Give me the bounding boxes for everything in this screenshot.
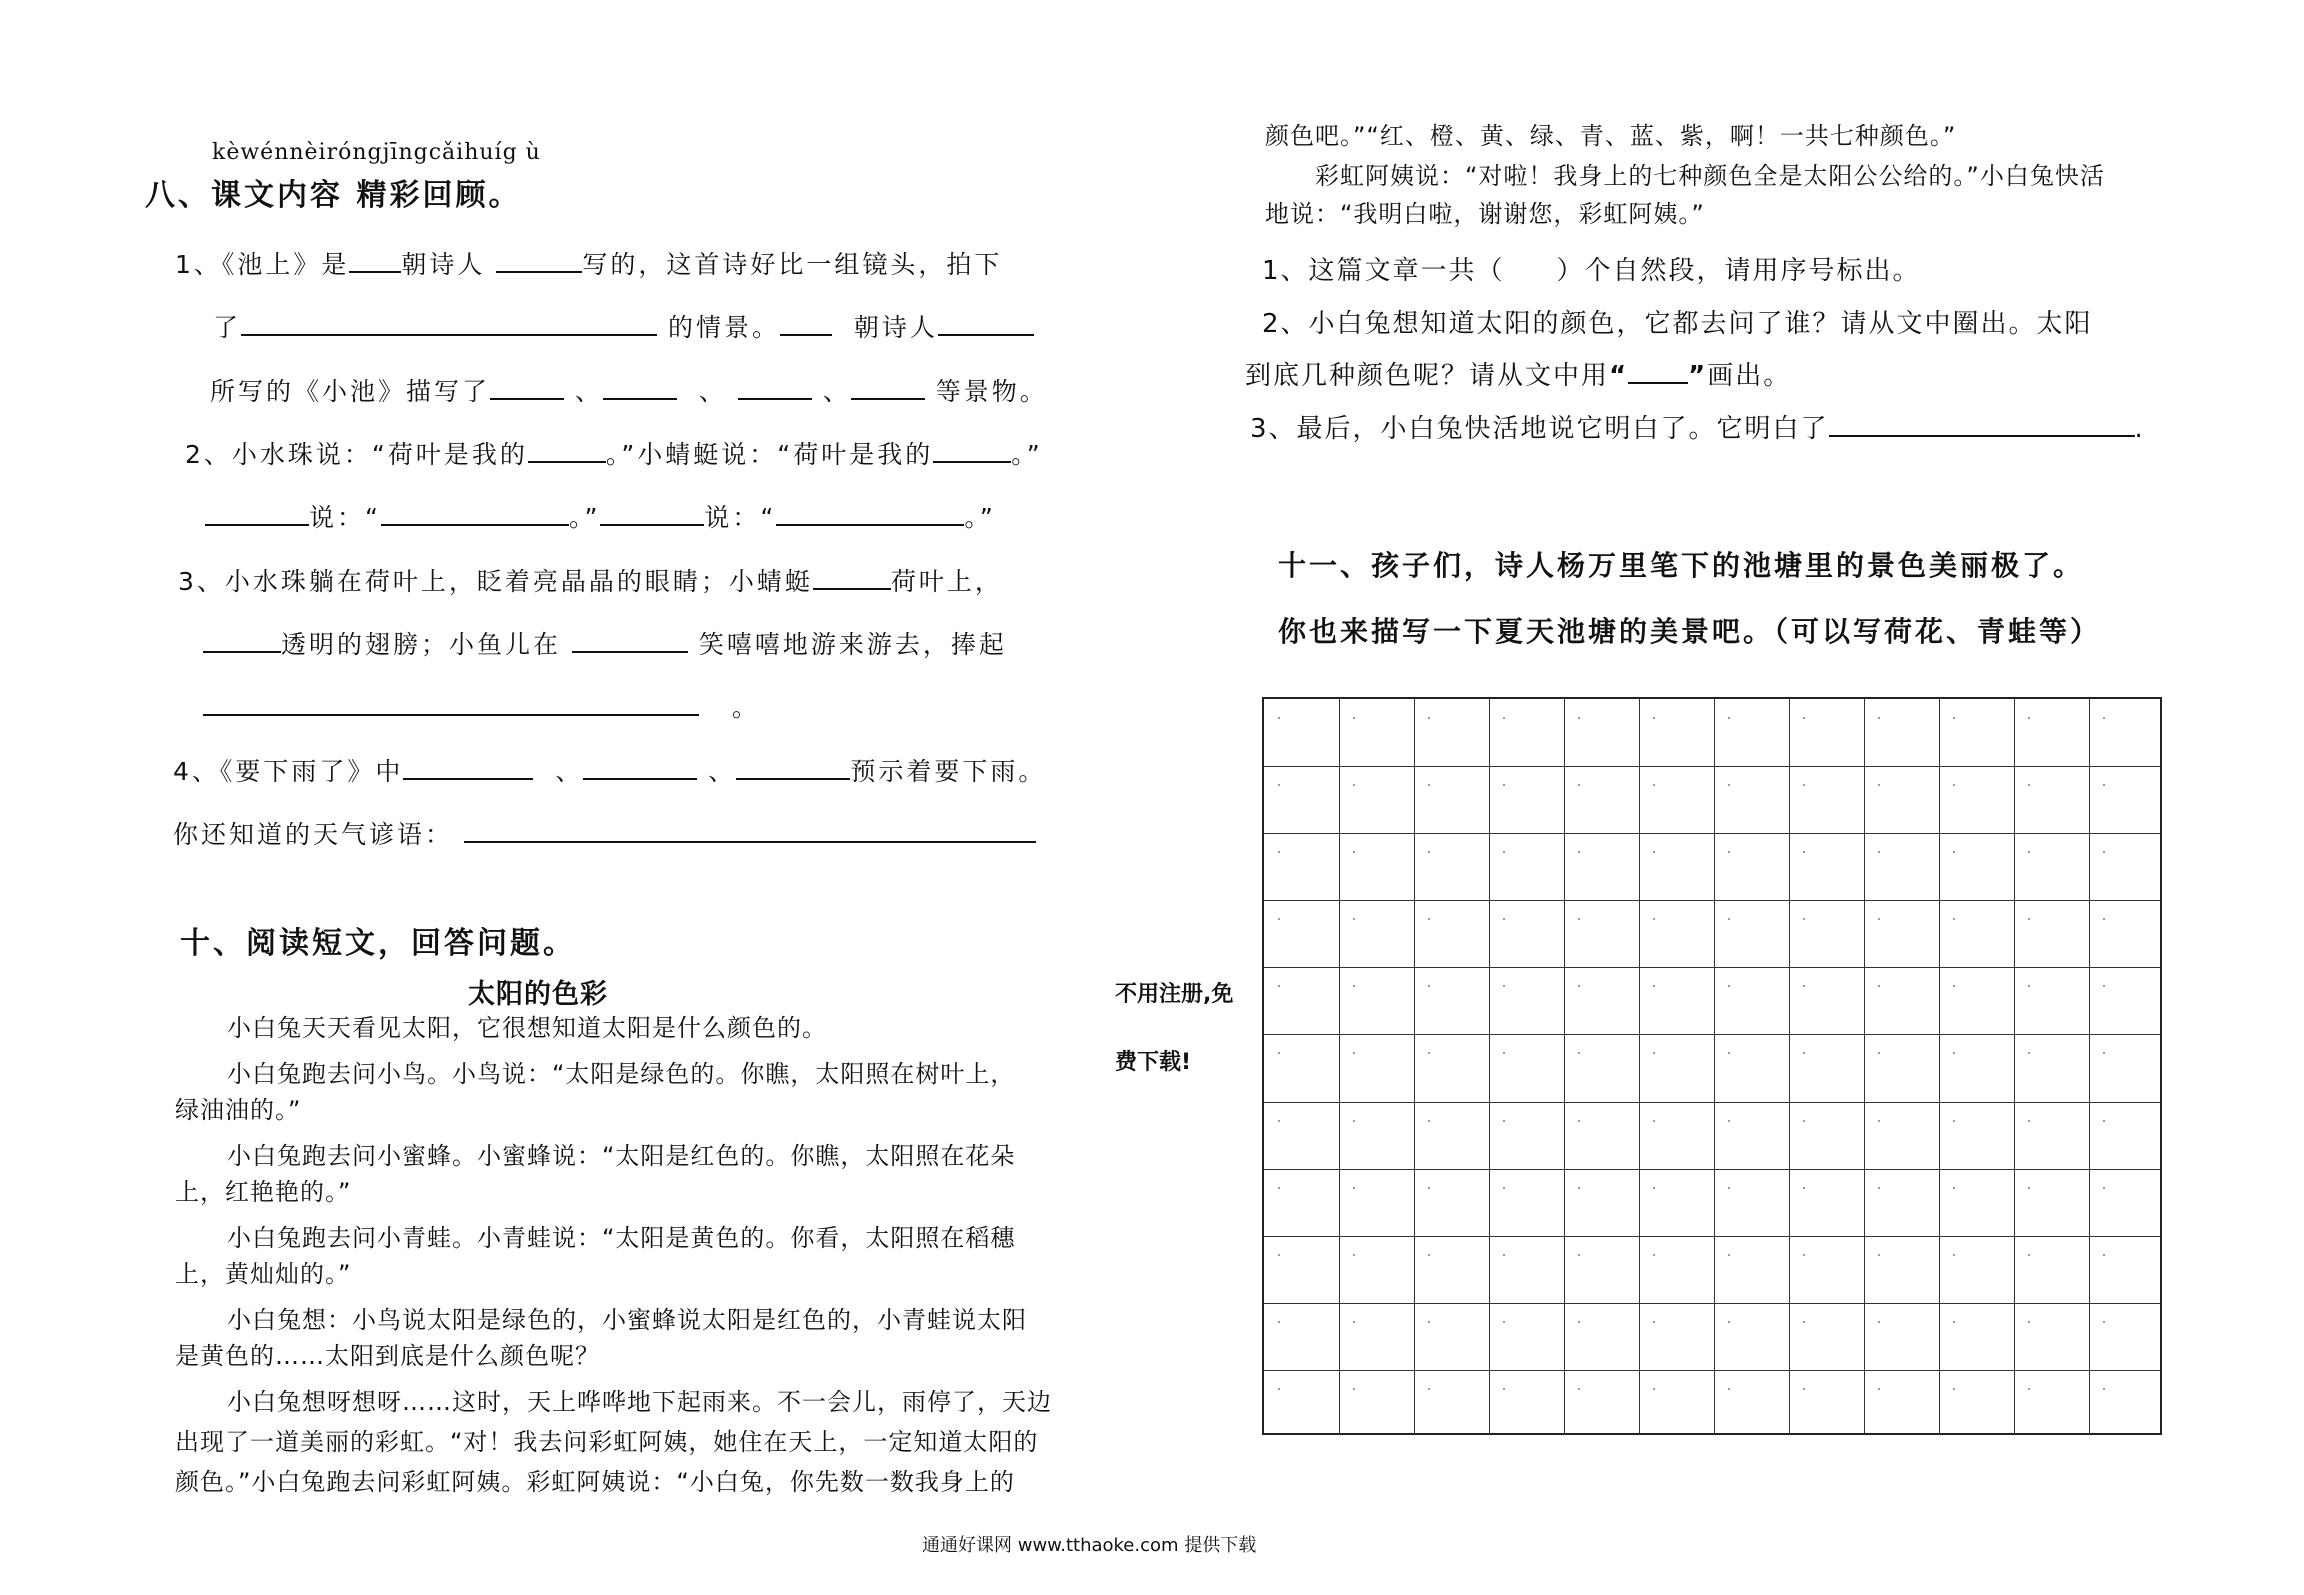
grid-cell-dot xyxy=(1428,851,1430,853)
grid-cell-dot xyxy=(2028,1388,2030,1390)
story-line: 颜色。”小白兔跑去问彩虹阿姨。彩虹阿姨说：“小白兔，你先数一数我身上的 xyxy=(175,1468,1015,1496)
grid-cell-dot xyxy=(1578,717,1580,719)
grid-cell-dot xyxy=(1353,1321,1355,1323)
grid-column-line xyxy=(1564,699,1565,1433)
blank[interactable] xyxy=(780,312,832,336)
grid-cell-dot xyxy=(1278,1388,1280,1390)
grid-cell-dot xyxy=(1878,1120,1880,1122)
grid-row-line xyxy=(1264,900,2160,901)
story-line: 颜色吧。”“红、橙、黄、绿、青、蓝、紫，啊！一共七种颜色。” xyxy=(1265,122,1957,150)
grid-column-line xyxy=(1939,699,1940,1433)
grid-cell-dot xyxy=(1878,1254,1880,1256)
grid-cell-dot xyxy=(1728,717,1730,719)
grid-cell-dot xyxy=(1428,1052,1430,1054)
grid-cell-dot xyxy=(1878,918,1880,920)
grid-cell-dot xyxy=(1953,985,1955,987)
grid-row-line xyxy=(1264,766,2160,767)
grid-cell-dot xyxy=(2103,1187,2105,1189)
q4-line2: 你还知道的天气谚语： xyxy=(173,815,1036,851)
blank[interactable] xyxy=(1628,360,1688,384)
grid-cell-dot xyxy=(1878,1052,1880,1054)
story-line: 小白兔跑去问小鸟。小鸟说：“太阳是绿色的。你瞧，太阳照在树叶上， xyxy=(227,1060,1016,1088)
grid-row-line xyxy=(1264,1169,2160,1170)
grid-cell-dot xyxy=(1953,1120,1955,1122)
q3-line2: 透明的翅膀；小鱼儿在 笑嘻嘻地游来游去，捧起 xyxy=(203,625,1007,661)
grid-cell-dot xyxy=(1803,1321,1805,1323)
grid-cell-dot xyxy=(1578,784,1580,786)
grid-cell-dot xyxy=(1353,1388,1355,1390)
grid-column-line xyxy=(1864,699,1865,1433)
grid-cell-dot xyxy=(1728,851,1730,853)
grid-column-line xyxy=(1639,699,1640,1433)
blank[interactable] xyxy=(490,376,564,400)
grid-cell-dot xyxy=(2028,985,2030,987)
grid-row-line xyxy=(1264,1034,2160,1035)
grid-cell-dot xyxy=(1878,1388,1880,1390)
blank[interactable] xyxy=(738,376,812,400)
grid-row-line xyxy=(1264,967,2160,968)
grid-cell-dot xyxy=(1803,918,1805,920)
grid-cell-dot xyxy=(1878,851,1880,853)
story-line: 小白兔想呀想呀……这时，天上哗哗地下起雨来。不一会儿，雨停了，天边 xyxy=(227,1388,1052,1416)
grid-cell-dot xyxy=(2103,918,2105,920)
grid-cell-dot xyxy=(1653,717,1655,719)
grid-cell-dot xyxy=(1353,985,1355,987)
grid-row-line xyxy=(1264,1303,2160,1304)
grid-cell-dot xyxy=(1653,918,1655,920)
grid-cell-dot xyxy=(1803,717,1805,719)
reading-q2-line2: 到底几种颜色呢？请从文中用“ ”画出。 xyxy=(1245,361,1792,391)
grid-cell-dot xyxy=(1503,717,1505,719)
grid-column-line xyxy=(1339,699,1340,1433)
grid-cell-dot xyxy=(1428,1321,1430,1323)
grid-cell-dot xyxy=(2028,784,2030,786)
grid-row-line xyxy=(1264,1102,2160,1103)
blank[interactable] xyxy=(203,692,699,716)
grid-cell-dot xyxy=(1503,1254,1505,1256)
grid-cell-dot xyxy=(1503,985,1505,987)
grid-column-line xyxy=(1489,699,1490,1433)
blank[interactable] xyxy=(600,502,704,526)
grid-cell-dot xyxy=(1578,1120,1580,1122)
grid-cell-dot xyxy=(1803,1120,1805,1122)
grid-cell-dot xyxy=(1728,985,1730,987)
grid-cell-dot xyxy=(1353,1120,1355,1122)
q1-line1: 1、《池上》是 朝诗人 写的，这首诗好比一组镜头，拍下 xyxy=(175,250,1003,279)
blank[interactable] xyxy=(776,502,964,526)
grid-cell-dot xyxy=(1728,1321,1730,1323)
grid-cell-dot xyxy=(1428,918,1430,920)
grid-cell-dot xyxy=(1278,1187,1280,1189)
grid-cell-dot xyxy=(1578,1187,1580,1189)
grid-cell-dot xyxy=(1953,1254,1955,1256)
grid-column-line xyxy=(1714,699,1715,1433)
grid-cell-dot xyxy=(1803,851,1805,853)
grid-cell-dot xyxy=(1428,1120,1430,1122)
grid-cell-dot xyxy=(1428,1187,1430,1189)
grid-cell-dot xyxy=(1353,918,1355,920)
grid-cell-dot xyxy=(1353,717,1355,719)
grid-cell-dot xyxy=(2103,1254,2105,1256)
grid-cell-dot xyxy=(1803,784,1805,786)
story-line: 地说：“我明白啦，谢谢您，彩虹阿姨。” xyxy=(1265,200,1705,228)
grid-cell-dot xyxy=(1503,1052,1505,1054)
grid-cell-dot xyxy=(2028,1187,2030,1189)
grid-cell-dot xyxy=(1428,1254,1430,1256)
blank[interactable] xyxy=(851,376,925,400)
grid-cell-dot xyxy=(1353,1187,1355,1189)
story-line: 小白兔跑去问小青蛙。小青蛙说：“太阳是黄色的。你看，太阳照在稻穗 xyxy=(227,1224,1016,1252)
blank[interactable] xyxy=(1829,413,2135,437)
footer-credit: 通通好课网 www.tthaoke.com 提供下载 xyxy=(922,1535,1257,1556)
story-line: 绿油油的。” xyxy=(175,1096,302,1124)
story-line: 上，黄灿灿的。” xyxy=(175,1260,352,1288)
story-line: 是黄色的……太阳到底是什么颜色呢？ xyxy=(175,1342,600,1370)
grid-cell-dot xyxy=(1578,918,1580,920)
grid-cell-dot xyxy=(1353,784,1355,786)
grid-cell-dot xyxy=(2028,851,2030,853)
blank[interactable] xyxy=(464,819,1036,843)
section11-line2: 你也来描写一下夏天池塘的美景吧。（可以写荷花、青蛙等） xyxy=(1278,615,2102,648)
blank[interactable] xyxy=(583,756,697,780)
story-line: 小白兔跑去问小蜜蜂。小蜜蜂说：“太阳是红色的。你瞧，太阳照在花朵 xyxy=(227,1142,1016,1170)
grid-cell-dot xyxy=(2103,1388,2105,1390)
reading-q3: 3、最后，小白兔快活地说它明白了。它明白了 . xyxy=(1250,414,2145,444)
grid-cell-dot xyxy=(2028,1120,2030,1122)
grid-cell-dot xyxy=(1653,985,1655,987)
grid-cell-dot xyxy=(1578,1254,1580,1256)
grid-cell-dot xyxy=(1728,1254,1730,1256)
grid-cell-dot xyxy=(1353,1052,1355,1054)
writing-grid[interactable] xyxy=(1262,697,2162,1435)
story-line: 小白兔天天看见太阳，它很想知道太阳是什么颜色的。 xyxy=(227,1014,827,1042)
q1-line2: 了 的情景。 朝诗人 xyxy=(213,308,1034,344)
grid-cell-dot xyxy=(1653,1187,1655,1189)
grid-cell-dot xyxy=(1353,851,1355,853)
grid-cell-dot xyxy=(1278,1254,1280,1256)
grid-cell-dot xyxy=(1653,1052,1655,1054)
grid-cell-dot xyxy=(1803,985,1805,987)
grid-cell-dot xyxy=(2103,717,2105,719)
blank[interactable] xyxy=(603,376,677,400)
grid-cell-dot xyxy=(1878,985,1880,987)
grid-cell-dot xyxy=(1653,1254,1655,1256)
q3-line1: 3、小水珠躺在荷叶上，眨着亮晶晶的眼睛；小蜻蜓 荷叶上， xyxy=(178,567,1003,596)
blank[interactable] xyxy=(241,312,657,336)
grid-cell-dot xyxy=(1503,851,1505,853)
story-line: 上，红艳艳的。” xyxy=(175,1178,352,1206)
story-body xyxy=(175,1010,1055,1500)
q2-line1: 2、小水珠说：“荷叶是我的 。”小蜻蜓说：“荷叶是我的 。” xyxy=(185,440,1043,469)
grid-cell-dot xyxy=(1803,1187,1805,1189)
q3-line3: 。 xyxy=(203,688,760,724)
section11-line1: 十一、孩子们，诗人杨万里笔下的池塘里的景色美丽极了。 xyxy=(1278,549,2085,582)
grid-cell-dot xyxy=(1653,1321,1655,1323)
grid-cell-dot xyxy=(1953,1388,1955,1390)
grid-row-line xyxy=(1264,833,2160,834)
grid-cell-dot xyxy=(2103,851,2105,853)
story-line: 小白兔想：小鸟说太阳是绿色的，小蜜蜂说太阳是红色的，小青蛙说太阳 xyxy=(227,1306,1027,1334)
grid-cell-dot xyxy=(1503,1120,1505,1122)
grid-cell-dot xyxy=(2028,1254,2030,1256)
q2-line2: 说：“ 。” 说：“ 。” xyxy=(205,498,996,534)
grid-cell-dot xyxy=(1953,851,1955,853)
grid-cell-dot xyxy=(2028,918,2030,920)
section8-title: 八、课文内容 精彩回顾。 xyxy=(145,178,522,213)
reading-q1: 1、这篇文章一共（ ）个自然段，请用序号标出。 xyxy=(1262,256,1921,286)
grid-cell-dot xyxy=(1653,784,1655,786)
grid-cell-dot xyxy=(1953,717,1955,719)
blank[interactable] xyxy=(938,312,1034,336)
grid-cell-dot xyxy=(1278,784,1280,786)
grid-cell-dot xyxy=(1278,918,1280,920)
grid-column-line xyxy=(2014,699,2015,1433)
blank[interactable] xyxy=(736,756,850,780)
grid-cell-dot xyxy=(1278,1120,1280,1122)
grid-row-line xyxy=(1264,1370,2160,1371)
story-title: 太阳的色彩 xyxy=(468,979,608,1010)
section8-pinyin: kèwénnèiróngjīngcǎihuíg ù xyxy=(212,140,541,165)
grid-cell-dot xyxy=(1503,784,1505,786)
blank[interactable] xyxy=(528,439,606,463)
blank[interactable] xyxy=(381,502,569,526)
side-note-line1: 不用注册,免 xyxy=(1115,982,1234,1007)
section10-title: 十、阅读短文，回答问题。 xyxy=(180,926,576,961)
reading-q2-line1: 2、小白兔想知道太阳的颜色，它都去问了谁？请从文中圈出。太阳 xyxy=(1262,309,2093,339)
grid-cell-dot xyxy=(2103,1321,2105,1323)
grid-column-line xyxy=(1414,699,1415,1433)
blank[interactable] xyxy=(813,566,891,590)
grid-cell-dot xyxy=(1428,1388,1430,1390)
grid-cell-dot xyxy=(1953,1321,1955,1323)
blank[interactable] xyxy=(572,629,688,653)
q1-line3: 所写的《小池》描写了 、 、 、 等景物。 xyxy=(210,377,1048,406)
grid-cell-dot xyxy=(1503,1388,1505,1390)
grid-column-line xyxy=(2089,699,2090,1433)
grid-cell-dot xyxy=(1878,1187,1880,1189)
grid-cell-dot xyxy=(1878,1321,1880,1323)
grid-cell-dot xyxy=(1803,1388,1805,1390)
blank[interactable] xyxy=(349,249,401,273)
blank[interactable] xyxy=(403,756,533,780)
q4-line1: 4、《要下雨了》中 、 、 预示着要下雨。 xyxy=(173,757,1047,786)
grid-cell-dot xyxy=(1578,1321,1580,1323)
grid-cell-dot xyxy=(1878,784,1880,786)
grid-cell-dot xyxy=(1503,918,1505,920)
grid-cell-dot xyxy=(1278,1052,1280,1054)
grid-cell-dot xyxy=(1578,1052,1580,1054)
grid-cell-dot xyxy=(1578,851,1580,853)
grid-cell-dot xyxy=(1728,1388,1730,1390)
blank[interactable] xyxy=(496,249,582,273)
grid-cell-dot xyxy=(1878,717,1880,719)
grid-cell-dot xyxy=(1278,1321,1280,1323)
grid-cell-dot xyxy=(1953,918,1955,920)
story-continued xyxy=(1265,118,2165,232)
grid-cell-dot xyxy=(1728,1052,1730,1054)
grid-cell-dot xyxy=(1953,784,1955,786)
grid-cell-dot xyxy=(1578,1388,1580,1390)
grid-cell-dot xyxy=(1653,1388,1655,1390)
blank[interactable] xyxy=(205,502,309,526)
grid-cell-dot xyxy=(1953,1052,1955,1054)
grid-cell-dot xyxy=(1503,1187,1505,1189)
story-line: 彩虹阿姨说：“对啦！我身上的七种颜色全是太阳公公给的。”小白兔快活 xyxy=(1315,162,2105,190)
grid-cell-dot xyxy=(1278,851,1280,853)
grid-cell-dot xyxy=(2028,1052,2030,1054)
grid-cell-dot xyxy=(2103,1052,2105,1054)
grid-cell-dot xyxy=(2028,717,2030,719)
grid-cell-dot xyxy=(1728,1187,1730,1189)
grid-row-line xyxy=(1264,1236,2160,1237)
grid-cell-dot xyxy=(1653,1120,1655,1122)
grid-cell-dot xyxy=(1503,1321,1505,1323)
grid-cell-dot xyxy=(1803,1052,1805,1054)
grid-cell-dot xyxy=(1278,985,1280,987)
grid-cell-dot xyxy=(2028,1321,2030,1323)
blank[interactable] xyxy=(203,629,281,653)
grid-cell-dot xyxy=(1728,918,1730,920)
grid-cell-dot xyxy=(1428,784,1430,786)
grid-cell-dot xyxy=(1653,851,1655,853)
grid-cell-dot xyxy=(1803,1254,1805,1256)
grid-cell-dot xyxy=(1278,717,1280,719)
grid-cell-dot xyxy=(1728,1120,1730,1122)
grid-cell-dot xyxy=(1953,1187,1955,1189)
grid-cell-dot xyxy=(1728,784,1730,786)
grid-cell-dot xyxy=(1353,1254,1355,1256)
grid-cell-dot xyxy=(1428,985,1430,987)
grid-cell-dot xyxy=(1578,985,1580,987)
grid-column-line xyxy=(1789,699,1790,1433)
grid-cell-dot xyxy=(1428,717,1430,719)
blank[interactable] xyxy=(933,439,1011,463)
story-line: 出现了一道美丽的彩虹。“对！我去问彩虹阿姨，她住在天上，一定知道太阳的 xyxy=(175,1428,1039,1456)
grid-cell-dot xyxy=(2103,784,2105,786)
grid-cell-dot xyxy=(2103,1120,2105,1122)
grid-cell-dot xyxy=(2103,985,2105,987)
side-note-line2: 费下载! xyxy=(1115,1050,1192,1075)
